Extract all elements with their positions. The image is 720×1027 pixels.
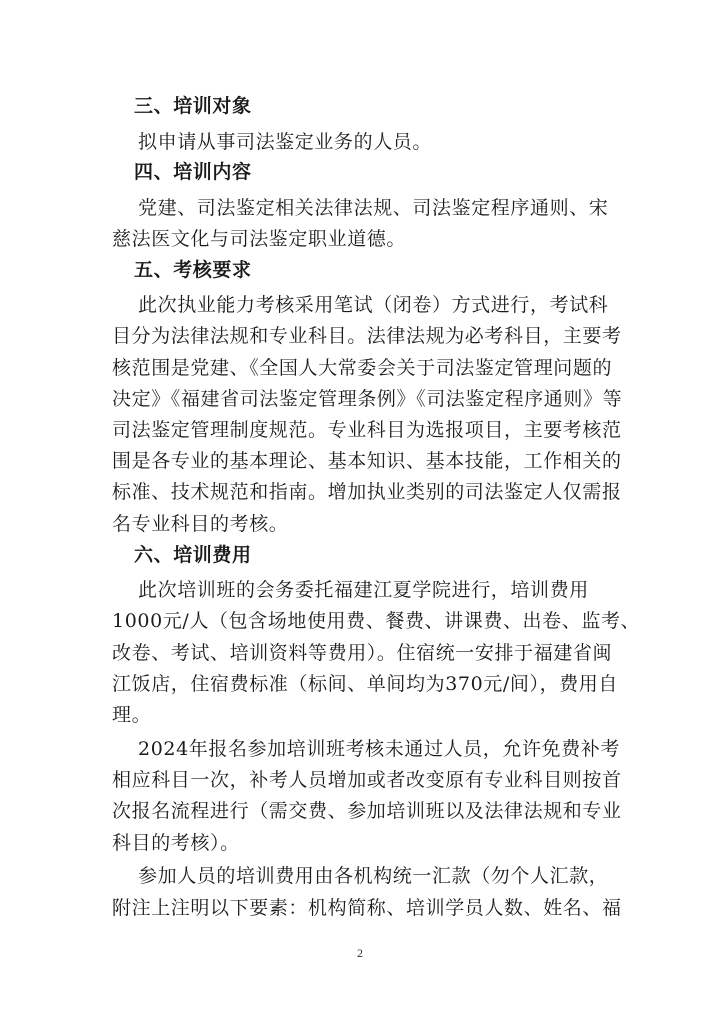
paragraph-line: 拟申请从事司法鉴定业务的人员。 (138, 131, 433, 153)
paragraph-line: 慈法医文化与司法鉴定职业道德。 (112, 228, 407, 250)
paragraph-line: 参加人员的培训费用由各机构统一汇款（勿个人汇款， (138, 865, 609, 887)
paragraph-line: 此次执业能力考核采用笔试（闭卷）方式进行，考试科 (138, 294, 609, 316)
section-heading-training-target: 三、培训对象 (134, 95, 252, 117)
paragraph-line: 目分为法律法规和专业科目。法律法规为必考科目，主要考 (112, 325, 622, 347)
paragraph-line: 党建、司法鉴定相关法律法规、司法鉴定程序通则、宋 (138, 197, 609, 219)
section-heading-training-fees: 六、培训费用 (134, 544, 252, 566)
paragraph-line: 次报名流程进行（需交费、参加培训班以及法律法规和专业 (112, 800, 622, 822)
paragraph-line: 此次培训班的会务委托福建江夏学院进行，培训费用 (138, 579, 589, 601)
page-number: 2 (357, 946, 363, 960)
paragraph-line: 附注上注明以下要素：机构简称、培训学员人数、姓名、福 (112, 897, 622, 919)
paragraph-line: 江饭店，住宿费标准（标间、单间均为370元/间），费用自 (112, 673, 618, 695)
paragraph-line: 2024年报名参加培训班考核未通过人员，允许免费补考 (138, 738, 620, 760)
section-heading-training-content: 四、培训内容 (134, 161, 252, 183)
paragraph-line: 围是各专业的基本理论、基本知识、基本技能，工作相关的 (112, 450, 622, 472)
paragraph-line: 核范围是党建、《全国人大常委会关于司法鉴定管理问题的 (112, 357, 613, 379)
paragraph-line: 决定》《福建省司法鉴定管理条例》《司法鉴定程序通则》等 (112, 388, 623, 410)
section-heading-assessment: 五、考核要求 (134, 259, 252, 281)
paragraph-line: 司法鉴定管理制度规范。专业科目为选报项目，主要考核范 (112, 419, 622, 441)
paragraph-line: 相应科目一次，补考人员增加或者改变原有专业科目则按首 (112, 769, 622, 791)
paragraph-line: 科目的考核）。 (112, 832, 240, 854)
paragraph-line: 理。 (112, 704, 152, 726)
paragraph-line: 改卷、考试、培训资料等费用）。住宿统一安排于福建省闽 (112, 642, 613, 664)
paragraph-line: 标准、技术规范和指南。增加执业类别的司法鉴定人仅需报 (112, 481, 622, 503)
paragraph-line: 名专业科目的考核。 (112, 513, 289, 535)
paragraph-line: 1000元/人（包含场地使用费、餐费、讲课费、出卷、监考、 (112, 610, 641, 632)
